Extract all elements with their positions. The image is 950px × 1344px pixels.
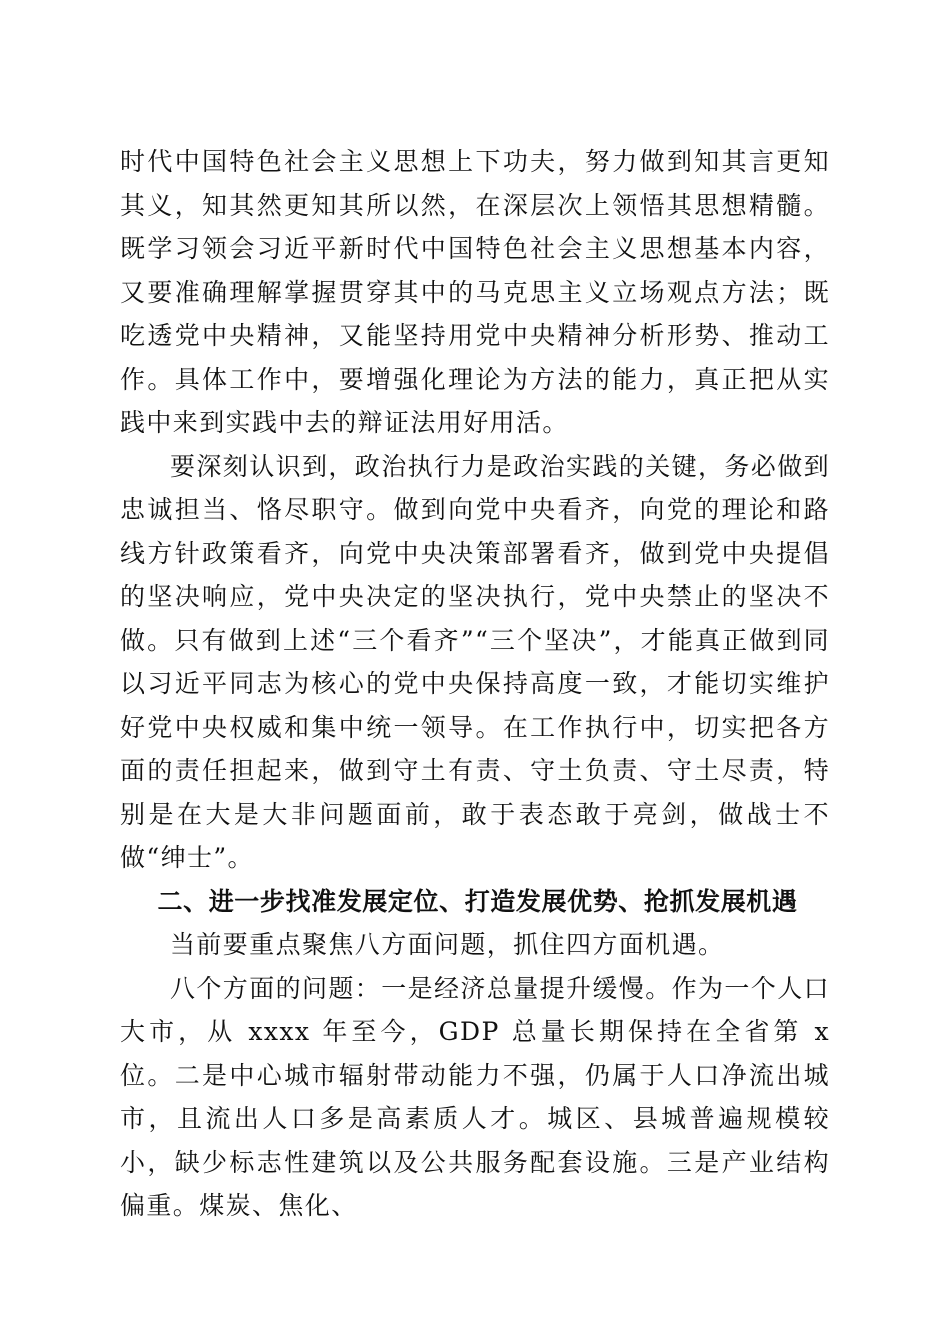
paragraph-political-execution: 要深刻认识到，政治执行力是政治实践的关键，务必做到忠诚担当、恪尽职守。做到向党中央看齐，向党的理论和路线方针政策看齐，向党中央决策部署看齐，做到党中央提倡的坚决响应，党中央决定的坚决执行，党中央禁止的坚决不做。只有做到上述“三个看齐”“三个坚决”，才能真正做到同以习近平同志为核心的党中央保持高度一致，才能切实维护好党中央权威和集中统一领导。在工作执行中，切实把各方面的责任担起来，做到守土有责、守土负责、守土尽责，特别是在大是大非问题面前，敢于表态敢于亮剑，做战士不做“绅士”。 bbox=[120, 451, 831, 872]
document-body bbox=[120, 140, 830, 1228]
paragraph-eight-problems: 八个方面的问题：一是经济总量提升缓慢。作为一个人口大市，从 xxxx 年至今，GDP 总量长期保持在全省第 x 位。二是中心城市辐射带动能力不强，仍属于人口净流出城市，且流出人口多是高素质人才。城区、县城普遍规模较小，缺少标志性建筑以及公共服务配套设施。三是产业结构偏重。煤炭、焦化、 bbox=[120, 973, 831, 1220]
section-heading-2: 二、进一步找准发展定位、打造发展优势、抢抓发展机遇 bbox=[157, 886, 798, 916]
paragraph-continuation: 时代中国特色社会主义思想上下功夫，努力做到知其言更知其义，知其然更知其所以然，在深层次上领悟其思想精髓。既学习领会习近平新时代中国特色社会主义思想基本内容，又要准确理解掌握贯穿其中的马克思主义立场观点方法；既吃透党中央精神，又能坚持用党中央精神分析形势、推动工作。具体工作中，要增强化理论为方法的能力，真正把从实践中来到实践中去的辩证法用好用活。 bbox=[120, 147, 830, 437]
paragraph-focus-summary: 当前要重点聚焦八方面问题，抓住四方面机遇。 bbox=[170, 930, 725, 959]
